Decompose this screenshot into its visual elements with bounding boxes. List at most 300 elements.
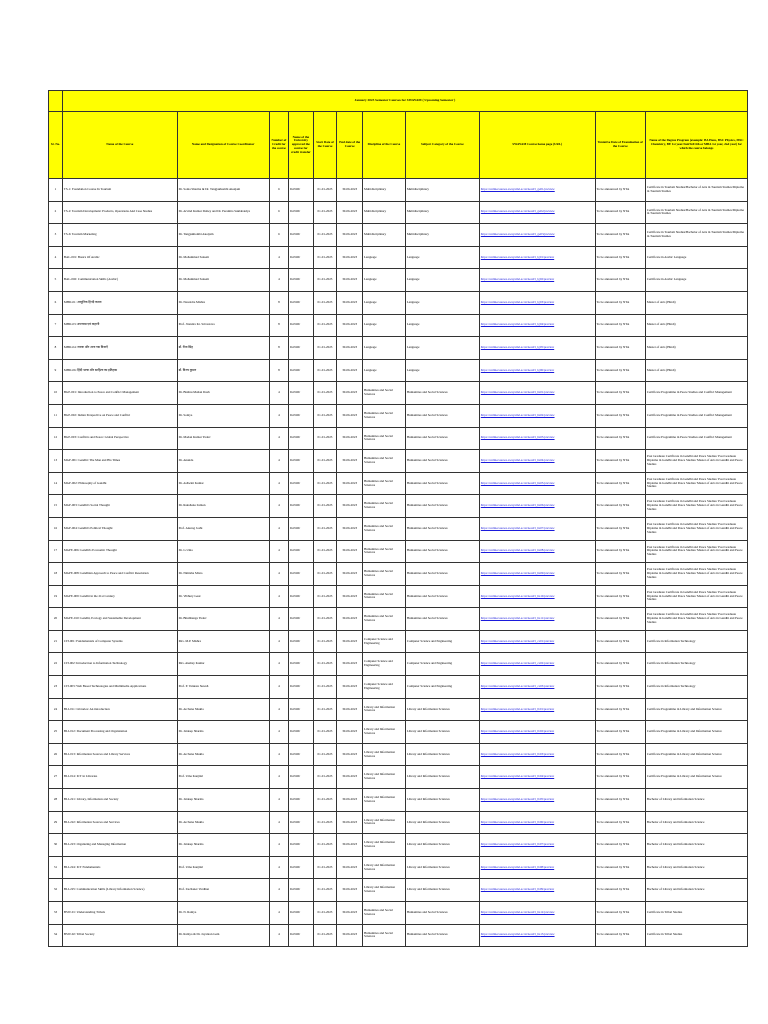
course-url-link[interactable]: https://onlinecourses.swayam2.ac.in/nou23_lg05/preview [480,345,555,350]
credits-cell: 4 [269,811,288,834]
coordinator-cell: Dr. Jaideep Sharma [177,834,269,857]
university-cell: IGNOU [289,269,314,292]
sr-no-cell: 5 [49,269,63,292]
end-date-cell: 30-06-2023 [337,269,363,292]
start-date-cell: 01-01-2023 [313,359,337,382]
course-url-link[interactable]: https://onlinecourses.swayam2.ac.in/nou23_hs12/preview [480,909,555,914]
course-url-link[interactable]: https://onlinecourses.swayam2.ac.in/nou23_lb06/preview [480,819,555,824]
subject-cell: Library and Information Sciences [405,766,479,789]
course-name-cell: MHD-06: हिंदी भाषा और साहित्य का इतिहास [62,359,177,382]
coordinator-cell: Dr. Archana Shukla [177,743,269,766]
courses-table [48,90,748,947]
start-date-cell: 01-01-2023 [313,540,337,563]
course-url-link[interactable]: https://onlinecourses.swayam2.ac.in/nou23_lb03/preview [480,751,555,756]
course-name-cell: MGP-001: Gandhi: The Man and His Times [62,450,177,473]
subject-cell: Humanities and Social Sciences [405,540,479,563]
exam-date-cell: To be announced by NTA [595,495,645,518]
coordinator-cell: Dr. Vibhuty Gaur [177,585,269,608]
credits-cell: 4 [269,404,288,427]
university-cell: IGNOU [289,246,314,269]
sr-no-cell: 9 [49,359,63,382]
url-cell [479,721,595,744]
sr-no-cell: 20 [49,608,63,631]
banner-spacer [49,91,63,112]
end-date-cell: 30-06-2023 [337,540,363,563]
discipline-cell: Language [362,359,405,382]
sr-no-cell: 26 [49,743,63,766]
credits-cell: 4 [269,834,288,857]
discipline-cell: Humanities and Social Sciences [362,472,405,495]
sr-no-cell: 15 [49,495,63,518]
start-date-cell: 01-01-2023 [313,291,337,314]
discipline-cell: Language [362,291,405,314]
credits-cell: 4 [269,608,288,631]
coordinator-cell: डॉ. रीता सिंह [177,337,269,360]
course-url-link[interactable]: https://onlinecourses.swayam2.ac.in/nou23_lb09/preview [480,887,555,892]
subject-cell: Humanities and Social Sciences [405,517,479,540]
discipline-cell: Library and Information Sciences [362,721,405,744]
end-date-cell: 30-06-2023 [337,314,363,337]
table-row [49,540,748,563]
coordinator-cell: Prof. Zuchaner Vardhan [177,879,269,902]
sr-no-cell: 14 [49,472,63,495]
coordinator-cell: Dr. Ashwini Kumar [177,472,269,495]
course-url-link[interactable]: https://onlinecourses.swayam2.ac.in/nou23_hs07/preview [480,525,555,530]
discipline-cell: Computer Science and Engineering [362,653,405,676]
sr-no-cell: 30 [49,834,63,857]
header-subject: Subject Category of the Course [405,112,479,179]
start-date-cell: 01-01-2023 [313,879,337,902]
course-url-link[interactable]: https://onlinecourses.swayam2.ac.in/nou23_hs05/preview [480,480,555,485]
sr-no-cell: 10 [49,382,63,405]
course-url-link[interactable]: https://onlinecourses.swayam2.ac.in/nou23_lb07/preview [480,842,555,847]
end-date-cell: 30-06-2023 [337,924,363,947]
discipline-cell: Library and Information Sciences [362,743,405,766]
university-cell: IGNOU [289,879,314,902]
degree-program-cell: Certificate in Tribal Studies [645,902,747,925]
course-url-link[interactable]: https://onlinecourses.swayam2.ac.in/nou23_ge02/preview [480,209,555,214]
exam-date-cell: To be announced by NTA [595,834,645,857]
credits-cell: 4 [269,450,288,473]
end-date-cell: 30-06-2023 [337,450,363,473]
course-name-cell: MGPE-009: Gandhi in the 21st Century [62,585,177,608]
credits-cell: 8 [269,314,288,337]
exam-date-cell: To be announced by NTA [595,766,645,789]
university-cell: IGNOU [289,676,314,699]
end-date-cell: 30-06-2023 [337,743,363,766]
course-name-cell: BGP-003: Conflicts and Peace: Global Perspective [62,427,177,450]
course-url-link[interactable]: https://onlinecourses.swayam2.ac.in/nou23_hs08/preview [480,548,555,553]
start-date-cell: 01-01-2023 [313,246,337,269]
table-row [49,834,748,857]
start-date-cell: 01-01-2023 [313,269,337,292]
degree-program-cell: Certificate in Arabic Language [645,246,747,269]
university-cell: IGNOU [289,201,314,224]
discipline-cell: Humanities and Social Sciences [362,495,405,518]
url-cell [479,224,595,247]
url-cell [479,517,595,540]
start-date-cell: 01-01-2023 [313,676,337,699]
table-row [49,382,748,405]
table-row [49,630,748,653]
table-row [49,179,748,202]
course-url-link[interactable]: https://onlinecourses.swayam2.ac.in/nou23_hs04/preview [480,458,555,463]
discipline-cell: Humanities and Social Sciences [362,902,405,925]
course-name-cell: BGP-002: Indian Perspective on Peace and Conflict [62,404,177,427]
credits-cell: 6 [269,179,288,202]
degree-program-cell: Bachelor of Library and Information Science [645,789,747,812]
course-url-link[interactable]: https://onlinecourses.swayam2.ac.in/nou23_cs02/preview [480,661,555,666]
end-date-cell: 30-06-2023 [337,721,363,744]
sr-no-cell: 24 [49,698,63,721]
university-cell: IGNOU [289,653,314,676]
end-date-cell: 30-06-2023 [337,291,363,314]
course-name-cell: TS-1: Foundation Course In Tourism [62,179,177,202]
degree-program-cell: Certificate in Tribal Studies [645,924,747,947]
course-name-cell: MGPE-008: Gandhian Approach to Peace and Conflict Resolution [62,563,177,586]
credits-cell: 4 [269,902,288,925]
url-cell [479,585,595,608]
discipline-cell: Humanities and Social Sciences [362,924,405,947]
degree-program-cell: Bachelor of Library and Information Science [645,834,747,857]
university-cell: IGNOU [289,698,314,721]
header-credits: Number of Credit for the course [269,112,288,179]
university-cell: IGNOU [289,314,314,337]
start-date-cell: 01-01-2023 [313,314,337,337]
course-url-link[interactable]: https://onlinecourses.swayam2.ac.in/nou23_lb08/preview [480,864,555,869]
subject-cell: Library and Information Sciences [405,834,479,857]
course-url-link[interactable]: https://onlinecourses.swayam2.ac.in/nou23_lb02/preview [480,729,555,734]
end-date-cell: 30-06-2023 [337,382,363,405]
subject-cell: Humanities and Social Sciences [405,404,479,427]
course-name-cell: MHD-04: नाटक और अन्य गद्य विधाएँ [62,337,177,360]
course-url-link[interactable]: https://onlinecourses.swayam2.ac.in/nou23_hs02/preview [480,412,555,417]
credits-cell: 4 [269,924,288,947]
discipline-cell: Library and Information Sciences [362,856,405,879]
course-url-link[interactable]: https://onlinecourses.swayam2.ac.in/nou23_lb01/preview [480,706,555,711]
exam-date-cell: To be announced by NTA [595,585,645,608]
url-cell [479,766,595,789]
course-url-link[interactable]: https://onlinecourses.swayam2.ac.in/nou23_lg06/preview [480,367,555,372]
start-date-cell: 01-01-2023 [313,427,337,450]
exam-date-cell: To be announced by NTA [595,743,645,766]
exam-date-cell: To be announced by NTA [595,517,645,540]
table-row [49,201,748,224]
start-date-cell: 01-01-2023 [313,902,337,925]
exam-date-cell: To be announced by NTA [595,676,645,699]
sr-no-cell: 13 [49,450,63,473]
course-url-link[interactable]: https://onlinecourses.swayam2.ac.in/nou23_hs06/preview [480,503,555,508]
course-url-link[interactable]: https://onlinecourses.swayam2.ac.in/nou23_cs01/preview [480,638,555,643]
credits-cell: 4 [269,585,288,608]
course-name-cell: CIT-003: Web Based Technologies and Multimedia Applications [62,676,177,699]
course-url-link[interactable]: https://onlinecourses.swayam2.ac.in/nou23_hs09/preview [480,570,555,575]
course-name-cell: BAL-002: Communication Skills (Arabic) [62,269,177,292]
discipline-cell: Library and Information Sciences [362,766,405,789]
subject-cell: Language [405,314,479,337]
table-row [49,246,748,269]
subject-cell: Language [405,359,479,382]
course-name-cell: MGP-003: Gandhi's Social Thought [62,495,177,518]
exam-date-cell: To be announced by NTA [595,179,645,202]
exam-date-cell: To be announced by NTA [595,653,645,676]
discipline-cell: Humanities and Social Sciences [362,585,405,608]
degree-program-cell: Certificate Programme in Peace Studies and Conflict Management [645,427,747,450]
coordinator-cell: Dr. Tangjakhombi Akoijam [177,224,269,247]
spreadsheet-page [48,90,748,947]
url-cell [479,924,595,947]
exam-date-cell: To be announced by NTA [595,608,645,631]
sr-no-cell: 8 [49,337,63,360]
discipline-cell: Language [362,246,405,269]
coordinator-cell: Dr. Mohammad Saleem [177,269,269,292]
start-date-cell: 01-01-2023 [313,563,337,586]
exam-date-cell: To be announced by NTA [595,856,645,879]
table-row [49,698,748,721]
url-cell [479,495,595,518]
course-url-link[interactable]: https://onlinecourses.swayam2.ac.in/nou23_lg02/preview [480,277,555,282]
sr-no-cell: 7 [49,314,63,337]
coordinator-cell: Dr. Bhubhanga Yadav [177,608,269,631]
url-cell [479,653,595,676]
start-date-cell: 01-01-2023 [313,179,337,202]
subject-cell: Library and Information Sciences [405,811,479,834]
start-date-cell: 01-01-2023 [313,834,337,857]
header-end-date: End date of the Course [337,112,363,179]
sr-no-cell: 31 [49,856,63,879]
end-date-cell: 30-06-2023 [337,472,363,495]
coordinator-cell: Dr. Jaideep Sharma [177,721,269,744]
coordinator-cell: Prof. Uma Kanjilal [177,856,269,879]
university-cell: IGNOU [289,811,314,834]
sr-no-cell: 29 [49,811,63,834]
start-date-cell: 01-01-2023 [313,743,337,766]
university-cell: IGNOU [289,382,314,405]
course-name-cell: MGP-004: Gandhi's Political Thought [62,517,177,540]
discipline-cell: Multidisciplinary [362,201,405,224]
table-row [49,563,748,586]
url-cell [479,879,595,902]
course-name-cell: BGP-001: Introduction to Peace and Conflict Management [62,382,177,405]
discipline-cell: Humanities and Social Sciences [362,382,405,405]
subject-cell: Language [405,337,479,360]
discipline-cell: Language [362,269,405,292]
subject-cell: Library and Information Sciences [405,721,479,744]
banner-row [49,91,748,112]
coordinator-cell: Dr. Archana Shukla [177,698,269,721]
course-url-link[interactable]: https://onlinecourses.swayam2.ac.in/nou23_lb05/preview [480,796,555,801]
sr-no-cell: 18 [49,563,63,586]
table-row [49,856,748,879]
exam-date-cell: To be announced by NTA [595,879,645,902]
university-cell: IGNOU [289,563,314,586]
course-url-link[interactable]: https://onlinecourses.swayam2.ac.in/nou23_hs01/preview [480,390,555,395]
subject-cell: Humanities and Social Sciences [405,450,479,473]
university-cell: IGNOU [289,291,314,314]
sr-no-cell: 22 [49,653,63,676]
university-cell: IGNOU [289,472,314,495]
table-row [49,359,748,382]
course-url-link[interactable]: https://onlinecourses.swayam2.ac.in/nou23_hs10/preview [480,593,555,598]
course-url-link[interactable]: https://onlinecourses.swayam2.ac.in/nou23_lg04/preview [480,322,555,327]
exam-date-cell: To be announced by NTA [595,337,645,360]
university-cell: IGNOU [289,179,314,202]
start-date-cell: 01-01-2023 [313,382,337,405]
discipline-cell: Humanities and Social Sciences [362,608,405,631]
table-row [49,472,748,495]
degree-program-cell: Bachelor of Library and Information Science [645,879,747,902]
header-start-date: Start Date of the Course [313,112,337,179]
degree-program-cell: Certificate Programme in Library and Information Science [645,698,747,721]
subject-cell: Library and Information Sciences [405,789,479,812]
table-row [49,789,748,812]
exam-date-cell: To be announced by NTA [595,427,645,450]
credits-cell: 4 [269,721,288,744]
course-url-link[interactable]: https://onlinecourses.swayam2.ac.in/nou23_hs11/preview [480,616,555,621]
discipline-cell: Library and Information Sciences [362,834,405,857]
degree-program-cell: Certificate Programme in Library and Information Science [645,721,747,744]
sr-no-cell: 33 [49,902,63,925]
end-date-cell: 30-06-2023 [337,630,363,653]
sr-no-cell: 34 [49,924,63,947]
end-date-cell: 30-06-2023 [337,789,363,812]
course-url-link[interactable]: https://onlinecourses.swayam2.ac.in/nou23_lg01/preview [480,254,555,259]
table-body [49,179,748,947]
header-university: Name of the University approved the course for credit transfer [289,112,314,179]
subject-cell: Humanities and Social Sciences [405,382,479,405]
course-name-cell: BAL-001: Basics Of Arabic [62,246,177,269]
table-row [49,608,748,631]
university-cell: IGNOU [289,517,314,540]
sr-no-cell: 12 [49,427,63,450]
subject-cell: Library and Information Sciences [405,856,479,879]
credits-cell: 4 [269,472,288,495]
course-url-link[interactable]: https://onlinecourses.swayam2.ac.in/nou23_lg03/preview [480,299,555,304]
exam-date-cell: To be announced by NTA [595,404,645,427]
table-row [49,743,748,766]
table-row [49,314,748,337]
start-date-cell: 01-01-2023 [313,856,337,879]
sr-no-cell: 23 [49,676,63,699]
degree-program-cell: Bachelor of Library and Information Science [645,856,747,879]
degree-program-cell: Post Graduate Certificate in Gandhi and Peace Studies/ Post Graduate Diploma in Gandhi and Peace Studies/ Master of Arts in Gandhi and Peace Studies [645,563,747,586]
university-cell: IGNOU [289,834,314,857]
degree-program-cell: Certificate in Tourism Studies/Bachelor of Arts in Tourism Studies/Diploma in Tourism Studies [645,201,747,224]
url-cell [479,789,595,812]
sr-no-cell: 2 [49,201,63,224]
exam-date-cell: To be announced by NTA [595,902,645,925]
start-date-cell: 01-01-2023 [313,585,337,608]
coordinator-cell: Dr. Rakshana Zaman [177,495,269,518]
url-cell [479,269,595,292]
end-date-cell: 30-06-2023 [337,201,363,224]
course-url-link[interactable]: https://onlinecourses.swayam2.ac.in/nou23_lb04/preview [480,774,555,779]
course-name-cell: BLI-222: Information Sources and Services [62,811,177,834]
sr-no-cell: 25 [49,721,63,744]
header-coordinator: Name and Designation of Course Coordinator [177,112,269,179]
table-row [49,676,748,699]
url-cell [479,743,595,766]
sr-no-cell: 17 [49,540,63,563]
credits-cell: 6 [269,201,288,224]
start-date-cell: 01-01-2023 [313,472,337,495]
course-name-cell: BLI-012: Document Processing and Organization [62,721,177,744]
header-course: Name of the Course [62,112,177,179]
credits-cell: 4 [269,630,288,653]
url-cell [479,834,595,857]
university-cell: IGNOU [289,585,314,608]
url-cell [479,540,595,563]
exam-date-cell: To be announced by NTA [595,314,645,337]
university-cell: IGNOU [289,721,314,744]
exam-date-cell: To be announced by NTA [595,721,645,744]
credits-cell: 4 [269,676,288,699]
exam-date-cell: To be announced by NTA [595,540,645,563]
university-cell: IGNOU [289,924,314,947]
degree-program-cell: Certificate Programme in Peace Studies and Conflict Management [645,404,747,427]
sr-no-cell: 21 [49,630,63,653]
table-row [49,721,748,744]
university-cell: IGNOU [289,337,314,360]
start-date-cell: 01-01-2023 [313,789,337,812]
credits-cell: 6 [269,224,288,247]
exam-date-cell: To be announced by NTA [595,630,645,653]
table-row [49,879,748,902]
end-date-cell: 30-06-2023 [337,766,363,789]
end-date-cell: 30-06-2023 [337,404,363,427]
discipline-cell: Multidisciplinary [362,179,405,202]
sr-no-cell: 19 [49,585,63,608]
degree-program-cell: Certificate in Information Technology [645,653,747,676]
exam-date-cell: To be announced by NTA [595,811,645,834]
end-date-cell: 30-06-2023 [337,563,363,586]
course-name-cell: CIT-002: Introduction to Information Technology [62,653,177,676]
university-cell: IGNOU [289,902,314,925]
url-cell [479,472,595,495]
university-cell: IGNOU [289,540,314,563]
discipline-cell: Humanities and Social Sciences [362,517,405,540]
subject-cell: Language [405,246,479,269]
course-name-cell: TS-2: Tourism Development: Products, Operations And Case Studies [62,201,177,224]
subject-cell: Humanities and Social Sciences [405,608,479,631]
credits-cell: 4 [269,540,288,563]
course-name-cell: MGPE-010: Gandhi, Ecology and Sustainable Development [62,608,177,631]
course-url-link[interactable]: https://onlinecourses.swayam2.ac.in/nou23_ge03/preview [480,232,555,237]
course-url-link[interactable]: https://onlinecourses.swayam2.ac.in/nou23_hs03/preview [480,435,555,440]
degree-program-cell: Post Graduate Certificate in Gandhi and Peace Studies/ Post Graduate Diploma in Gandhi and Peace Studies/ Master of Arts in Gandhi and Peace Studies [645,540,747,563]
degree-program-cell: Post Graduate Certificate in Gandhi and Peace Studies/ Post Graduate Diploma in Gandhi and Peace Studies/ Master of Arts in Gandhi and Peace Studies [645,495,747,518]
end-date-cell: 30-06-2023 [337,879,363,902]
header-exam-date: Tentative Date of Examination of the Course [595,112,645,179]
sr-no-cell: 11 [49,404,63,427]
exam-date-cell: To be announced by NTA [595,698,645,721]
course-url-link[interactable]: https://onlinecourses.swayam2.ac.in/nou23_cs03/preview [480,683,555,688]
subject-cell: Multidisciplinary [405,224,479,247]
table-row [49,427,748,450]
course-url-link[interactable]: https://onlinecourses.swayam2.ac.in/nou23_ge01/preview [480,186,555,191]
coordinator-cell: Dr. Narendra Mishra [177,291,269,314]
credits-cell: 4 [269,879,288,902]
end-date-cell: 30-06-2023 [337,902,363,925]
course-name-cell: MHD-01: आधुनिक हिन्दी काव्य [62,291,177,314]
header-sno: Sr. No. [49,112,63,179]
end-date-cell: 30-06-2023 [337,585,363,608]
subject-cell: Library and Information Sciences [405,879,479,902]
degree-program-cell: Certificate in Arabic Language [645,269,747,292]
discipline-cell: Multidisciplinary [362,224,405,247]
course-url-link[interactable]: https://onlinecourses.swayam2.ac.in/nou23_hs13/preview [480,932,555,937]
start-date-cell: 01-01-2023 [313,630,337,653]
